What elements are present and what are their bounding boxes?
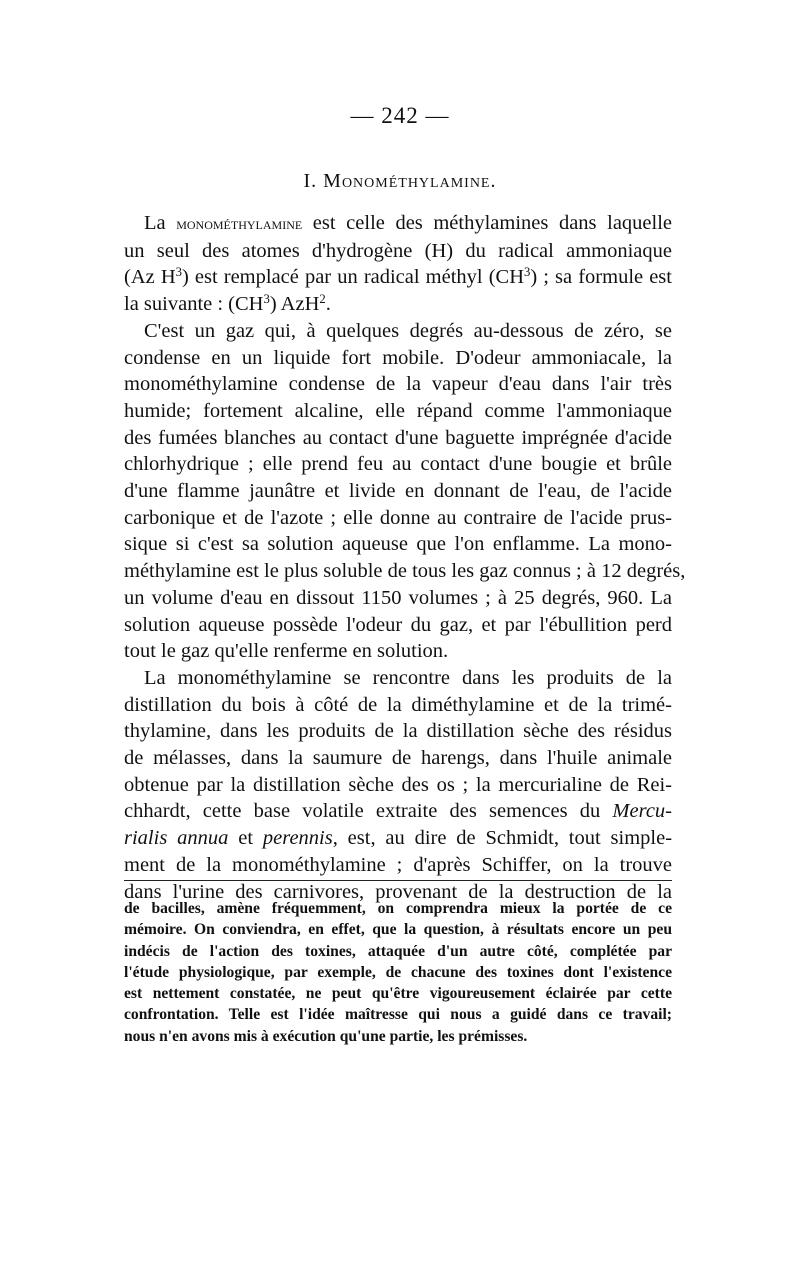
text-run: , est, au dire de Schmidt, tout simple- (332, 827, 673, 850)
footnote-line: indécis de l'action des toxines, attaquée d'un autre côté, complétée par (124, 942, 672, 960)
section-title (0, 170, 800, 193)
paragraph-3 (124, 665, 672, 905)
text-line: tout le gaz qu'elle renferme en solution. (124, 640, 449, 663)
superscript: 2 (319, 292, 326, 307)
text-line: solution aqueuse possède l'odeur du gaz, et par l'ébullition perd (124, 613, 672, 636)
text-line: chlorhydrique ; elle prend feu au contact d'une bougie et brûle (124, 453, 672, 476)
section-title-text: I. Monométhylamine. (303, 170, 497, 192)
text-run: et (228, 827, 263, 850)
text-run: . (325, 293, 331, 316)
superscript: 3 (175, 265, 182, 280)
text-line: thylamine, dans les produits de la distillation sèche des résidus (124, 720, 672, 743)
text-line: dans l'urine des carnivores, provenant de la destruction de la (124, 880, 672, 903)
term-smallcaps: monométhylamine (176, 214, 303, 233)
footnote-line: mémoire. On conviendra, en effet, que la question, à résultats encore un peu (124, 921, 672, 939)
superscript: 3 (263, 292, 270, 307)
italic-term: rialis annua (124, 827, 229, 850)
text-line: C'est un gaz qui, à quelques degrés au-dessous de zéro, se (144, 319, 672, 342)
paragraph-1 (124, 210, 672, 318)
footnote-line: nous n'en avons mis à exécution qu'une partie, les prémisses. (124, 1027, 528, 1045)
text-run: ) est remplacé par un radical méthyl (CH (181, 266, 524, 289)
text-line: monométhylamine condense de la vapeur d'eau dans l'air très (124, 373, 672, 396)
text-line: La monométhylamine se rencontre dans les produits de la (144, 666, 672, 689)
text-line: obtenue par la distillation sèche des os ; la mercurialine de Rei- (124, 773, 672, 796)
main-text (124, 210, 686, 905)
text-line: carbonique et de l'azote ; elle donne au contraire de l'acide prus- (124, 506, 672, 529)
paragraph-2 (124, 318, 686, 665)
text-line: d'une flamme jaunâtre et livide en donnant de l'eau, de l'acide (124, 480, 672, 503)
footnote-line: l'étude physiologique, par exemple, de chacune des toxines dont l'existence (124, 963, 672, 981)
line-rest: est celle des méthylamines dans laquelle (302, 212, 673, 234)
text-line: distillation du bois à côté de la diméthylamine et de la trimé- (124, 693, 672, 716)
text-run: (Az H (124, 266, 176, 289)
text-line: un volume d'eau en dissout 1150 volumes ; à 25 degrés, 960. La (124, 586, 672, 609)
footnote-separator (124, 880, 672, 881)
footnote-line: confrontation. Telle est l'idée maîtresse qui nous a guidé dans ce travail; (124, 1006, 672, 1024)
footnote (124, 898, 672, 1047)
text-line: condense en un liquide fort mobile. D'odeur ammoniacale, la (124, 346, 672, 369)
text-line: des fumées blanches au contact d'une baguette imprégnée d'acide (124, 426, 672, 449)
text-line: un seul des atomes d'hydrogène (H) du radical ammoniaque (124, 239, 672, 262)
footnote-line: de bacilles, amène fréquemment, on comprendra mieux la portée de ce (124, 900, 672, 917)
text-run: ) AzH (269, 293, 320, 316)
text-line: de mélasses, dans la saumure de harengs, dans l'huile animale (124, 747, 672, 770)
text-line: ment de la monométhylamine ; d'après Schiffer, on la trouve (124, 853, 672, 876)
text-run: la suivante : (CH (124, 293, 264, 316)
italic-term: perennis (262, 827, 333, 850)
text-run: ) ; sa formule est (530, 266, 672, 289)
text-line: sique si c'est sa solution aqueuse que l'on enflamme. La mono- (124, 533, 672, 556)
text-line (124, 291, 672, 318)
superscript: 3 (524, 265, 531, 280)
page-number: — 242 — (350, 103, 450, 128)
text-run: chhardt, cette base volatile extraite des semences du (124, 800, 613, 823)
text-line (124, 264, 672, 291)
text-line (124, 210, 672, 238)
footnote-line: est nettement constatée, ne peut qu'être vigoureusement éclairée par cette (124, 985, 672, 1003)
text-line: méthylamine est le plus soluble de tous les gaz connus ; à 12 degrés, (124, 560, 686, 583)
text-line (124, 798, 672, 825)
line-lead: La (144, 212, 177, 234)
text-line (124, 825, 672, 852)
text-line: humide; fortement alcaline, elle répand comme l'ammoniaque (124, 399, 672, 422)
italic-term: Mercu- (612, 800, 672, 823)
